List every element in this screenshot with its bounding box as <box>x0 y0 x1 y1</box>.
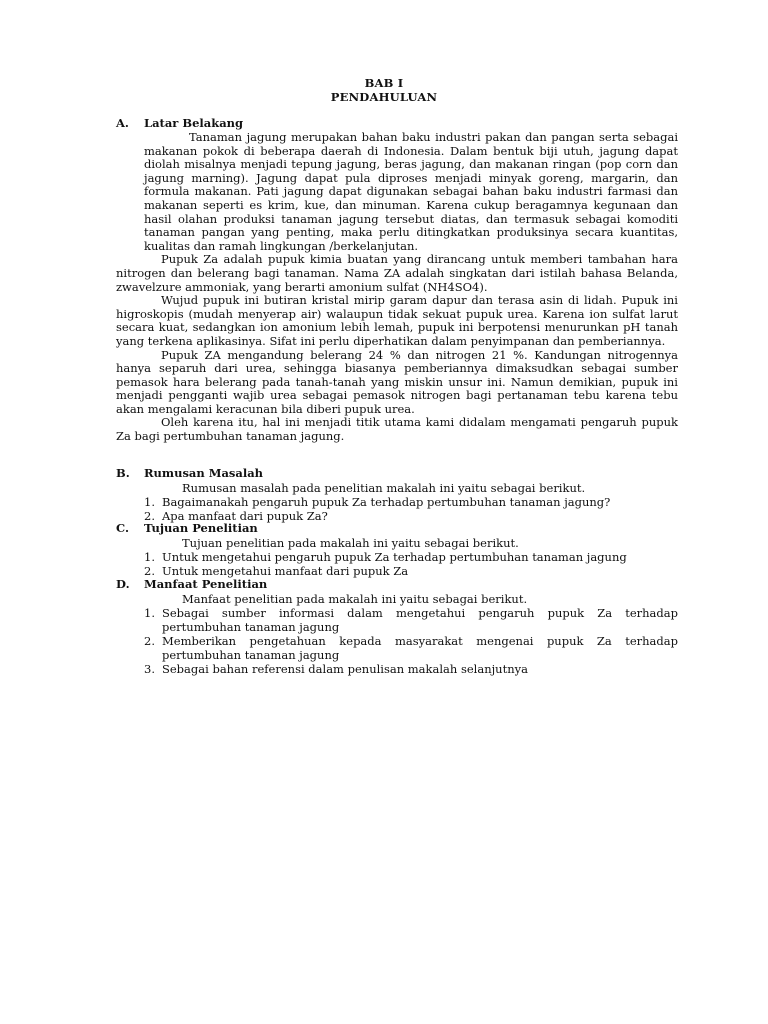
paragraph: Tanaman jagung merupakan bahan baku industri pakan dan pangan serta sebagai makanan pokok di beberapa daerah di Indonesia. Dalam bentuk biji utuh, jagung dapat diolah misalnya menjadi tepung jagung, beras jagung, dan makanan ringan (pop corn dan jagung marning). Jagung dapat pula diproses menjadi minyak goreng, margarin, dan formula makanan. Pati jagung dapat digunakan sebagai bahan baku industri farmasi dan makanan seperti es krim, kue, dan minuman. Karena cukup beragamnya kegunaan dan hasil olahan produksi tanaman jagung tersebut diatas, dan termasuk sebagai komoditi tanaman pangan yang penting, maka perlu ditingkatkan produksinya secara kuantitas, kualitas dan ramah lingkungan /berkelanjutan. <box>144 130 678 253</box>
paragraph: Pupuk ZA mengandung belerang 24 % dan nitrogen 21 %. Kandungan nitrogennya hanya separuh dari urea, sehingga biasanya pemberiannya dimaksudkan sebagai sumber pemasok hara belerang pada tanah-tanah yang miskin unsur ini. Namun demikian, pupuk ini menjadi pengganti wajib urea sebagai pemasok nitrogen bagi pertanaman tebu karena tebu akan mengalami keracunan bila diberi pupuk urea. <box>116 347 678 416</box>
list-number: 2. <box>144 564 155 578</box>
paragraph: Wujud pupuk ini butiran kristal mirip garam dapur dan terasa asin di lidah. Pupuk ini higroskopis (mudah menyerap air) walaupun tidak sekuat pupuk urea. Karena ion sulfat larut secara kuat, sedangkan ion amonium lebih lemah, pupuk ini berpotensi menurunkan pH tanah yang terkena aplikasinya. Sifat ini perlu diperhatikan dalam penyimpanan dan pemberiannya. <box>116 293 678 348</box>
objective-list <box>144 550 678 578</box>
list-item <box>144 662 678 676</box>
list-text: Untuk mengetahui manfaat dari pupuk Za <box>162 564 409 578</box>
section-heading <box>116 521 678 536</box>
section-tujuan-penelitian <box>116 521 678 578</box>
section-title: Manfaat Penelitian <box>144 577 268 591</box>
list-item <box>144 564 678 578</box>
section-manfaat-penelitian <box>116 577 678 676</box>
list-item <box>144 495 678 509</box>
question-list <box>144 495 678 523</box>
section-intro: Rumusan masalah pada penelitian makalah ini yaitu sebagai berikut. <box>182 481 586 495</box>
list-number: 2. <box>144 634 155 648</box>
list-item <box>144 634 678 662</box>
section-letter: D. <box>116 577 130 591</box>
list-number: 3. <box>144 662 155 676</box>
benefit-list <box>144 606 678 676</box>
paragraph: Pupuk Za adalah pupuk kimia buatan yang dirancang untuk memberi tambahan hara nitrogen dan belerang bagi tanaman. Nama ZA adalah singkatan dari istilah bahasa Belanda, zwavelzure ammoniak, yang berarti amonium sulfat (NH4SO4). <box>116 252 678 294</box>
section-heading <box>116 466 678 481</box>
list-text: Bagaimanakah pengaruh pupuk Za terhadap pertumbuhan tanaman jagung? <box>162 495 611 509</box>
list-item <box>144 550 678 564</box>
page-title: PENDAHULUAN <box>330 90 438 104</box>
section-intro: Manfaat penelitian pada makalah ini yaitu sebagai berikut. <box>182 592 528 606</box>
section-heading <box>116 577 678 592</box>
section-letter: A. <box>116 116 129 130</box>
list-text: Memberikan pengetahuan kepada masyarakat mengenai pupuk Za terhadap pertumbuhan tanaman jagung <box>162 634 678 662</box>
list-number: 1. <box>144 606 155 620</box>
list-item <box>144 606 678 634</box>
section-title: Tujuan Penelitian <box>144 521 258 535</box>
section-latar-belakang <box>116 116 678 444</box>
list-text: Sebagai sumber informasi dalam mengetahui pengaruh pupuk Za terhadap pertumbuhan tanaman jagung <box>162 606 678 634</box>
list-number: 1. <box>144 550 155 564</box>
section-intro: Tujuan penelitian pada makalah ini yaitu sebagai berikut. <box>182 536 519 550</box>
list-number: 2. <box>144 509 155 523</box>
section-letter: C. <box>116 521 129 535</box>
paragraph: Oleh karena itu, hal ini menjadi titik utama kami didalam mengamati pengaruh pupuk Za bagi pertumbuhan tanaman jagung. <box>116 415 678 444</box>
section-heading <box>116 116 678 131</box>
section-title: Rumusan Masalah <box>144 466 264 480</box>
section-title: Latar Belakang <box>144 116 244 130</box>
section-rumusan-masalah <box>116 466 678 523</box>
list-text: Sebagai bahan referensi dalam penulisan makalah selanjutnya <box>162 662 528 676</box>
chapter-label: BAB I <box>364 76 404 90</box>
list-text: Untuk mengetahui pengaruh pupuk Za terhadap pertumbuhan tanaman jagung <box>162 550 627 564</box>
section-letter: B. <box>116 466 130 480</box>
list-number: 1. <box>144 495 155 509</box>
list-text: Apa manfaat dari pupuk Za? <box>162 509 328 523</box>
